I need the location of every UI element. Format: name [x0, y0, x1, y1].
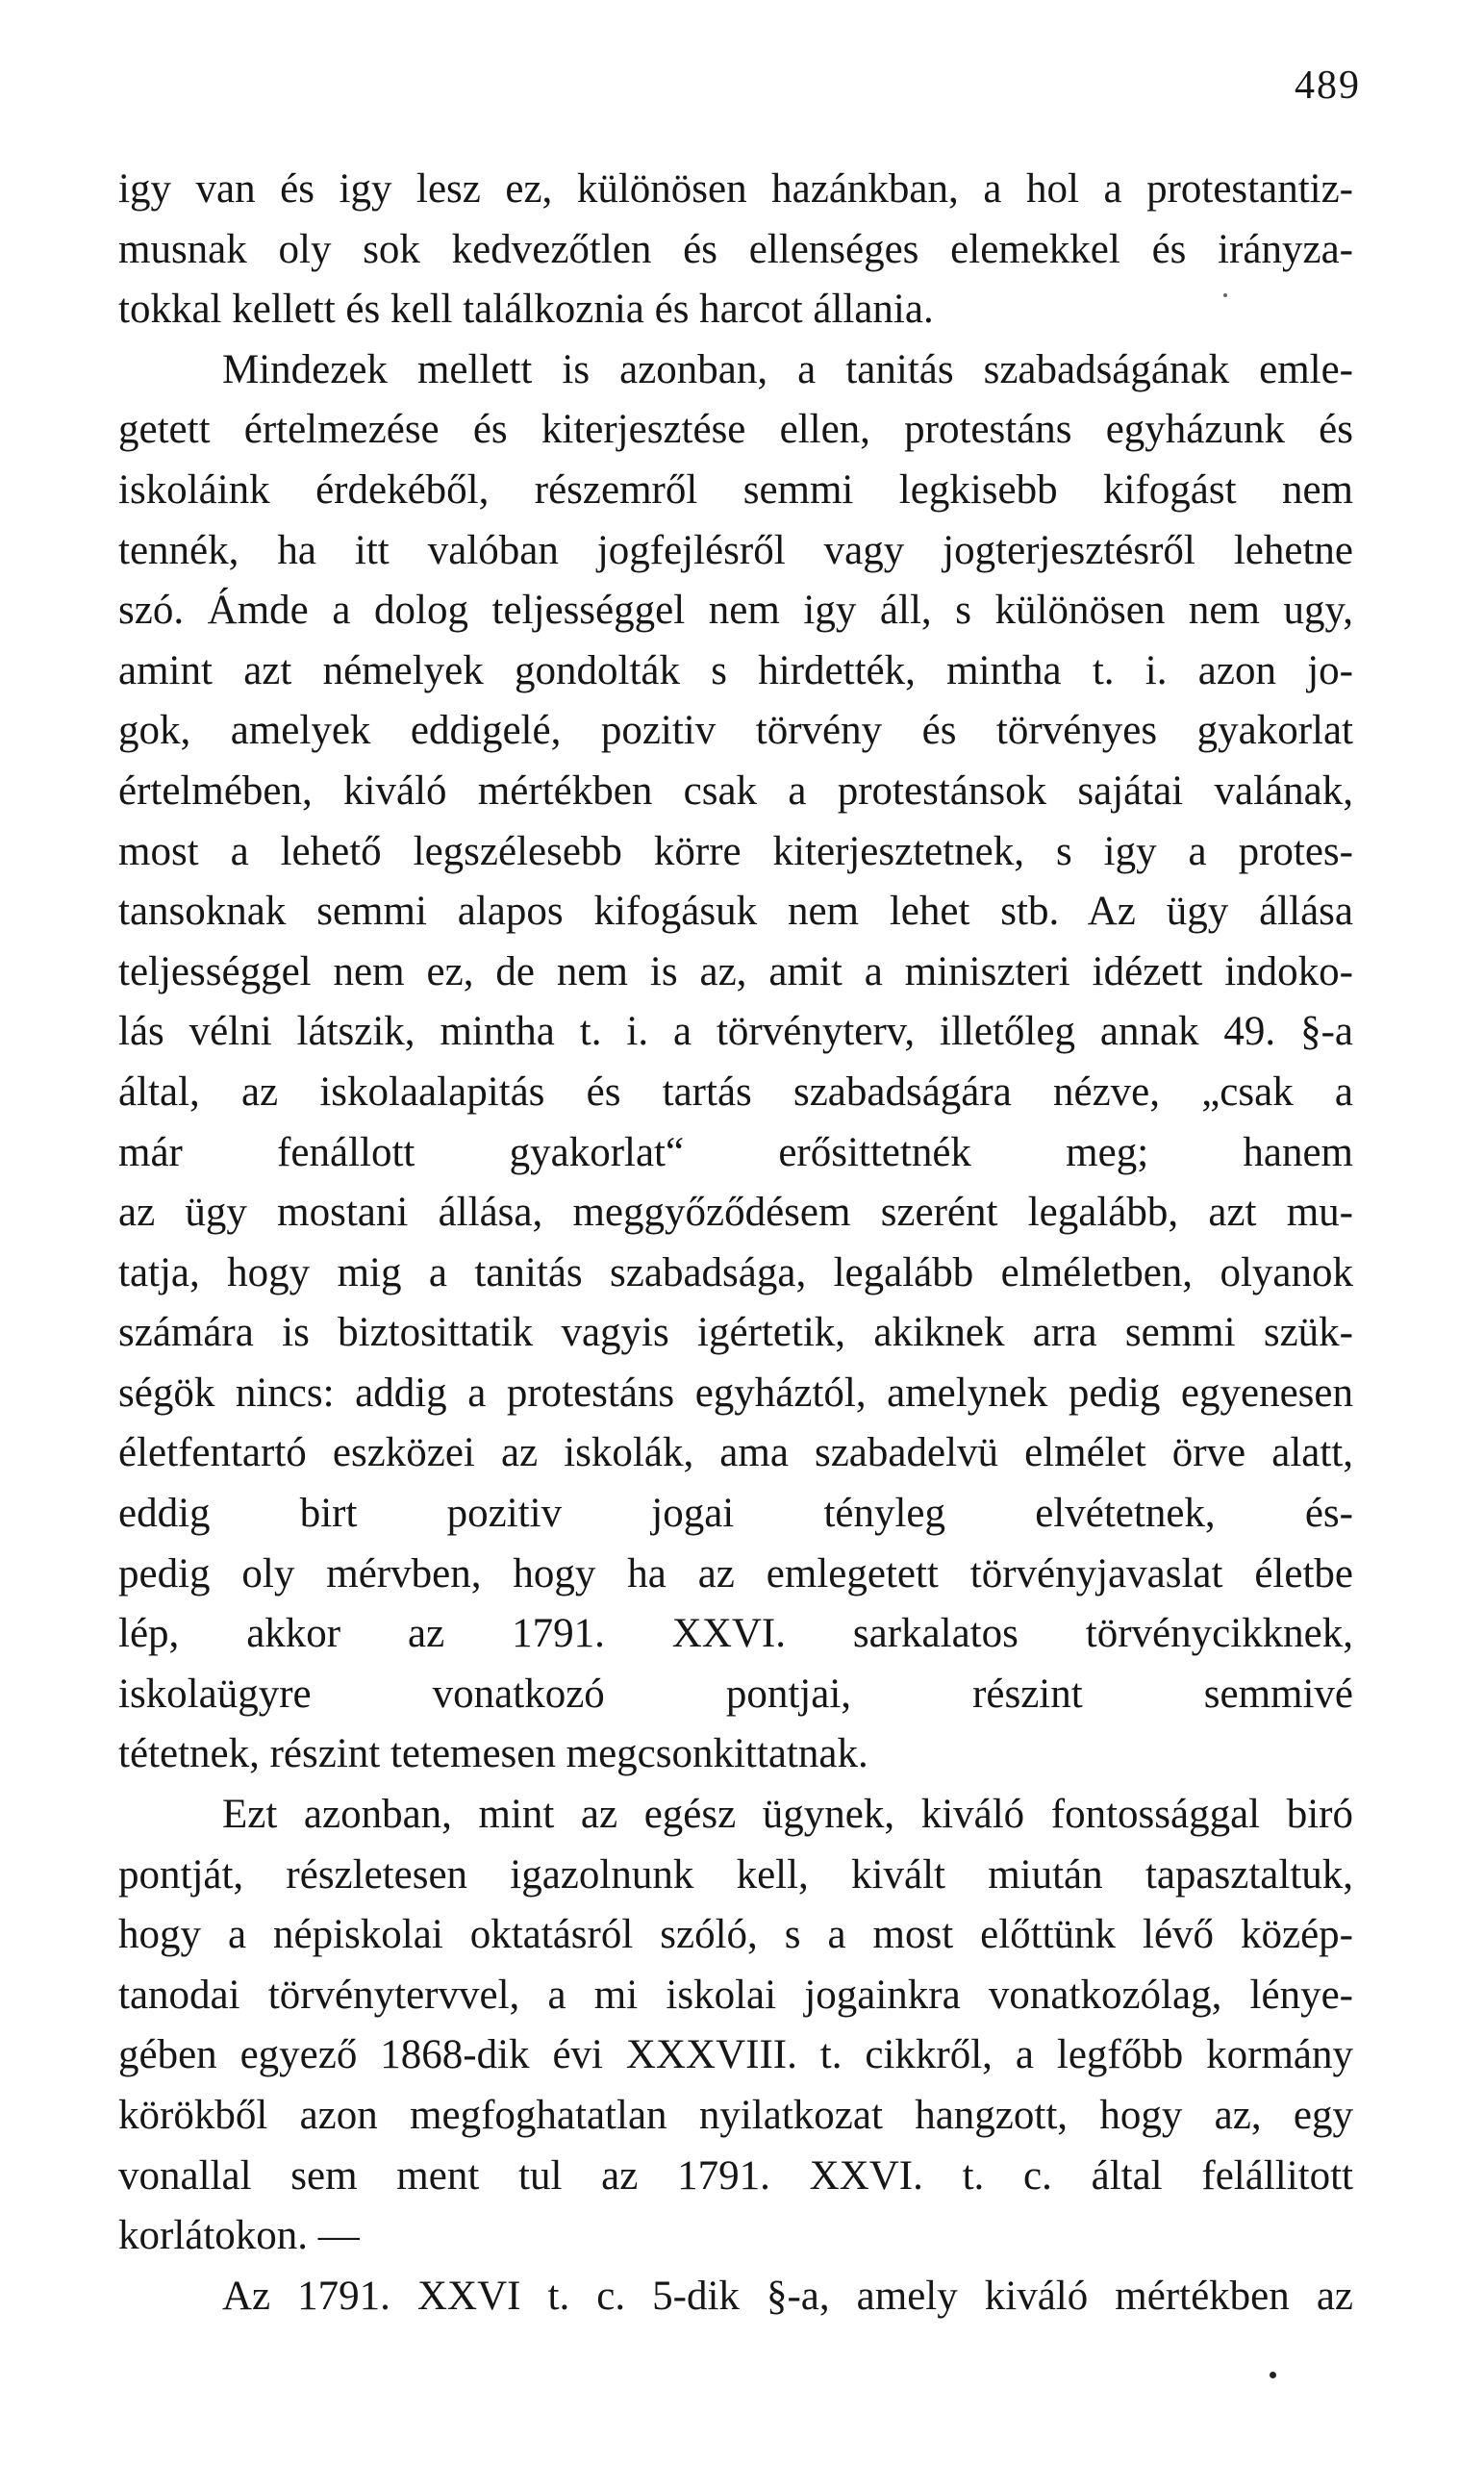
text-line: eddig birt pozitiv jogai tényleg elvétetnek, és-: [118, 1491, 1353, 1537]
text-line: az ügy mostani állása, meggyőződésem szerént legalább, azt mu-: [118, 1190, 1353, 1236]
text-line: tanodai törvénytervvel, a mi iskolai jogainkra vonatkozólag, lénye-: [118, 1972, 1353, 2018]
text-line: által, az iskolaalapitás és tartás szabadságára nézve, „csak a: [118, 1069, 1353, 1115]
text-line: iskoláink érdekéből, részemről semmi legkisebb kifogást nem: [118, 466, 1353, 513]
text-line: vonallal sem ment tul az 1791. XXVI. t. c. által felállitott: [118, 2152, 1353, 2199]
text-line: lás vélni látszik, mintha t. i. a törvényterv, illetőleg annak 49. §-a: [118, 1009, 1353, 1055]
text-line: tatja, hogy mig a tanitás szabadsága, legalább elméletben, olyanok: [118, 1249, 1353, 1295]
text-line: Ezt azonban, mint az egész ügynek, kiváló fontossággal biró: [222, 1792, 1353, 1838]
text-line: Az 1791. XXVI t. c. 5-dik §-a, amely kiváló mértékben az: [222, 2273, 1353, 2319]
text-line: körökből azon megfoghatatlan nyilatkozat hangzott, hogy az, egy: [118, 2093, 1353, 2138]
page-number: 489: [1295, 63, 1361, 108]
text-line: számára is biztosittatik vagyis igértetik, akiknek arra semmi szük-: [118, 1310, 1353, 1356]
text-line: musnak oly sok kedvezőtlen és ellenséges elemekkel és irányza-: [118, 226, 1353, 272]
text-line: gok, amelyek eddigelé, pozitiv törvény és törvényes gyakorlat: [118, 708, 1353, 754]
text-line: tokkal kellett és kell találkoznia és harcot állania.: [118, 287, 934, 333]
text-line: életfentartó eszközei az iskolák, ama szabadelvü elmélet örve alatt,: [118, 1430, 1353, 1476]
text-line: teljességgel nem ez, de nem is az, amit a miniszteri idézett indoko-: [118, 948, 1353, 994]
text-line: szó. Ámde a dolog teljességgel nem igy áll, s különösen nem ugy,: [118, 588, 1353, 634]
text-line: pedig oly mérvben, hogy ha az emlegetett törvényjavaslat életbe: [118, 1550, 1353, 1596]
text-line: getett értelmezése és kiterjesztése ellen, protestáns egyházunk és: [118, 407, 1353, 453]
text-line: most a lehető legszélesebb körre kiterjesztetnek, s igy a protes-: [118, 828, 1353, 874]
text-line: tansoknak semmi alapos kifogásuk nem lehet stb. Az ügy állása: [118, 889, 1353, 935]
text-line: hogy a népiskolai oktatásról szóló, s a most előttünk lévő közép-: [118, 1912, 1353, 1958]
body-text: [118, 160, 1353, 2326]
text-line: gében egyező 1868-dik évi XXXVIII. t. cikkről, a legfőbb kormány: [118, 2032, 1353, 2078]
text-line: korlátokon. —: [118, 2213, 360, 2259]
text-line: Mindezek mellett is azonban, a tanitás szabadságának emle-: [222, 346, 1353, 392]
text-line: ségök nincs: addig a protestáns egyháztól, amelynek pedig egyenesen: [118, 1370, 1353, 1416]
ink-speck: [1223, 293, 1227, 297]
text-line: tétetnek, részint tetemesen megcsonkittatnak.: [118, 1731, 868, 1777]
text-line: iskolaügyre vonatkozó pontjai, részint semmivé: [118, 1671, 1353, 1717]
text-line: már fenállott gyakorlat“ erősittetnék meg; hanem: [118, 1129, 1353, 1175]
text-line: igy van és igy lesz ez, különösen hazánkban, a hol a protestantiz-: [118, 166, 1353, 212]
text-line: értelmében, kiváló mértékben csak a protestánsok sajátai valának,: [118, 767, 1353, 814]
text-line: amint azt némelyek gondolták s hirdették, mintha t. i. azon jo-: [118, 647, 1353, 693]
ink-speck: [1270, 2372, 1276, 2378]
text-line: tennék, ha itt valóban jogfejlésről vagy jogterjesztésről lehetne: [118, 527, 1353, 573]
text-line: pontját, részletesen igazolnunk kell, kivált miután tapasztaltuk,: [118, 1851, 1353, 1898]
text-line: lép, akkor az 1791. XXVI. sarkalatos törvénycikknek,: [118, 1611, 1353, 1657]
